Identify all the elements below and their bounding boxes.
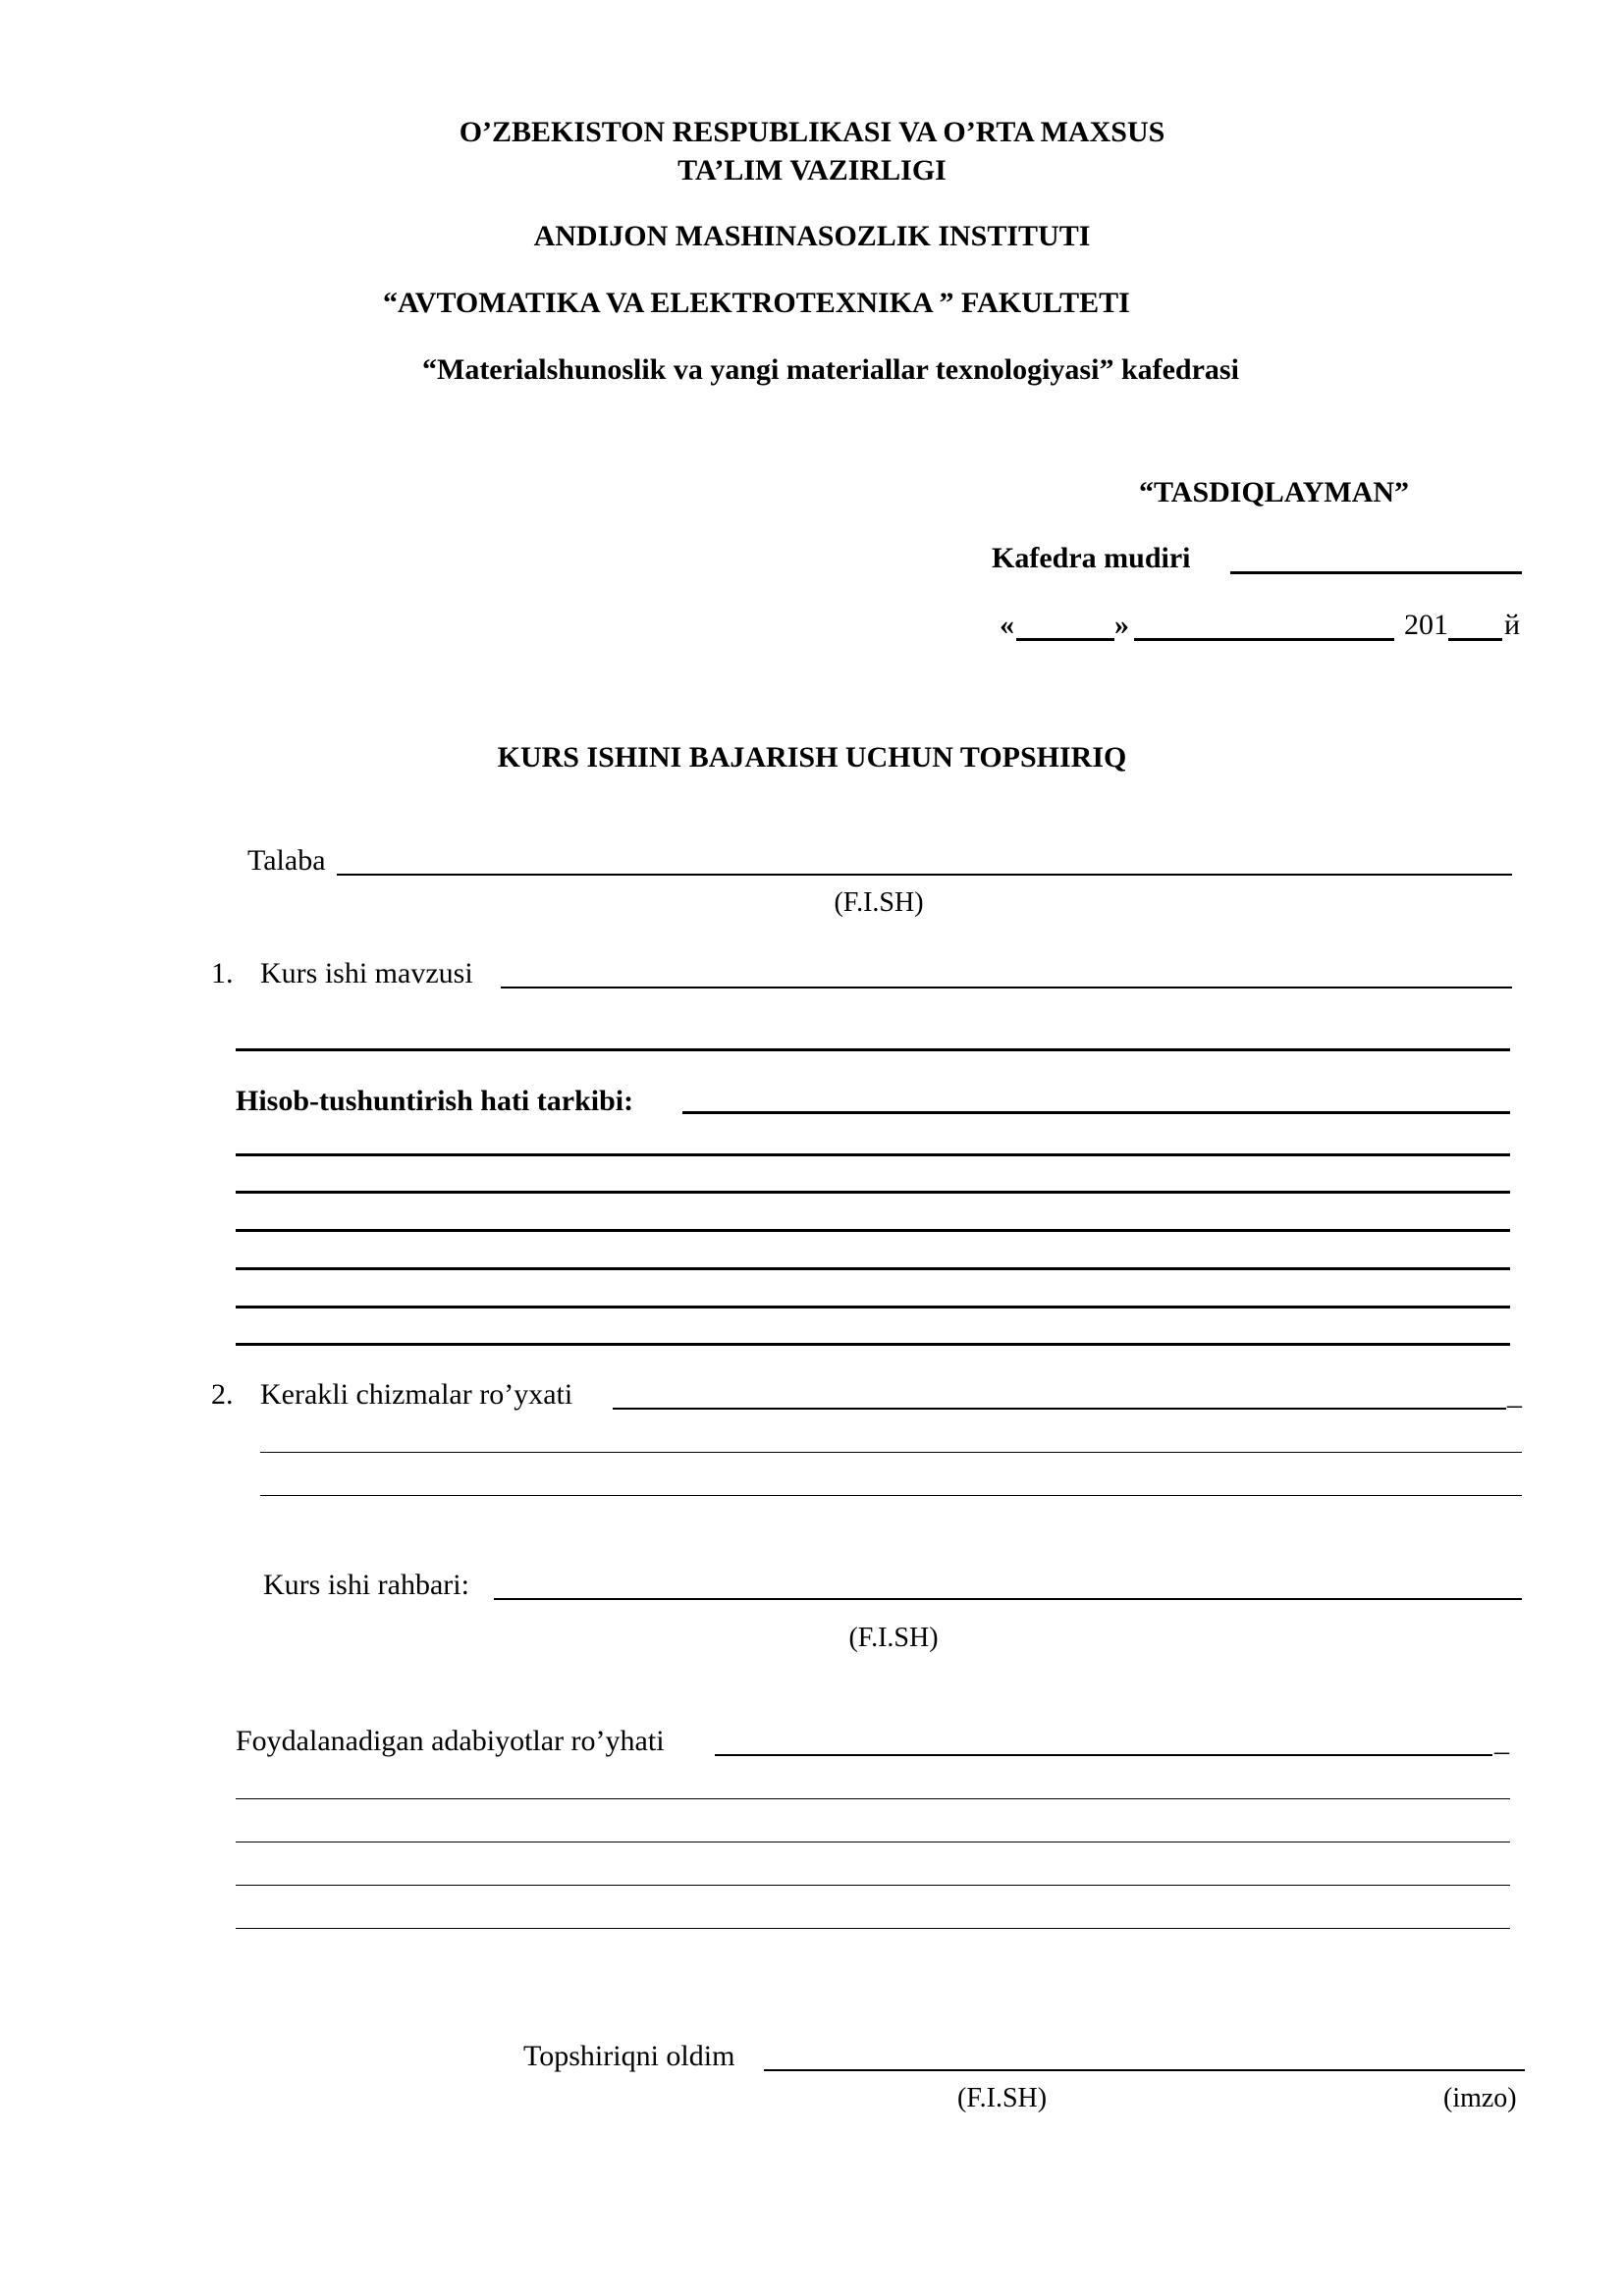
literature-line[interactable] — [236, 1928, 1510, 1929]
explanatory-line[interactable] — [236, 1306, 1510, 1308]
document-title: KURS ISHINI BAJARISH UCHUN TOPSHIRIQ — [497, 741, 1127, 774]
drawings-number: 2. — [211, 1378, 234, 1411]
explanatory-line[interactable] — [236, 1229, 1510, 1232]
student-name-line[interactable] — [337, 874, 1512, 876]
explanatory-line[interactable] — [236, 1153, 1510, 1156]
topic-number: 1. — [211, 957, 234, 989]
supervisor-label: Kurs ishi rahbari: — [263, 1569, 469, 1601]
topic-label: Kurs ishi mavzusi — [260, 957, 473, 989]
date-year-suffix: й — [1504, 609, 1521, 641]
literature-line[interactable] — [236, 1798, 1510, 1799]
institute-name: ANDIJON MASHINASOZLIK INSTITUTI — [533, 220, 1091, 252]
supervisor-caption: (F.I.SH) — [848, 1623, 939, 1653]
head-of-department-label: Kafedra mudiri — [992, 542, 1191, 574]
ministry-line-2: TA’LIM VAZIRLIGI — [677, 154, 947, 187]
supervisor-name-line[interactable] — [494, 1598, 1522, 1600]
student-caption: (F.I.SH) — [834, 887, 924, 918]
drawings-label: Kerakli chizmalar ro’yxati — [260, 1378, 573, 1411]
explanatory-label: Hisob-tushuntirish hati tarkibi: — [236, 1085, 634, 1117]
topic-line-1[interactable] — [501, 987, 1512, 988]
date-open-quote: « — [1000, 609, 1014, 641]
received-name-caption: (F.I.SH) — [957, 2083, 1048, 2113]
date-year-prefix: 201 — [1404, 609, 1448, 641]
drawings-line[interactable] — [260, 1495, 1522, 1496]
literature-line-1[interactable] — [715, 1754, 1492, 1756]
drawings-line[interactable] — [260, 1452, 1522, 1453]
received-signature-caption: (imzo) — [1443, 2083, 1517, 2113]
date-day-line[interactable] — [1016, 638, 1114, 641]
approval-title: “TASDIQLAYMAN” — [1139, 476, 1410, 508]
date-close-quote: » — [1114, 609, 1129, 641]
explanatory-line-0[interactable] — [682, 1111, 1510, 1114]
department-name: “Materialshunoslik va yangi materiallar texnologiyasi” kafedrasi — [422, 353, 1239, 386]
drawings-line-1[interactable] — [613, 1408, 1506, 1410]
date-month-line[interactable] — [1134, 638, 1394, 641]
head-signature-line[interactable] — [1230, 571, 1522, 574]
ministry-line-1: O’ZBEKISTON RESPUBLIKASI VA O’RTA MAXSUS — [459, 116, 1165, 148]
received-label: Topshiriqni oldim — [523, 2040, 735, 2072]
literature-line[interactable] — [236, 1885, 1510, 1886]
received-signature-line[interactable] — [764, 2069, 1525, 2071]
explanatory-line[interactable] — [236, 1267, 1510, 1270]
faculty-name: “AVTOMATIKA VA ELEKTROTEXNIKA ” FAKULTETI — [383, 287, 1130, 319]
topic-line-2[interactable] — [236, 1048, 1510, 1051]
explanatory-line[interactable] — [236, 1191, 1510, 1194]
date-year-line[interactable] — [1448, 638, 1502, 641]
student-label: Talaba — [247, 844, 326, 877]
explanatory-line[interactable] — [236, 1343, 1510, 1346]
literature-label: Foydalanadigan adabiyotlar ro’yhati — [236, 1725, 665, 1757]
literature-tail: _ — [1494, 1725, 1509, 1757]
drawings-tail: _ — [1507, 1378, 1522, 1411]
